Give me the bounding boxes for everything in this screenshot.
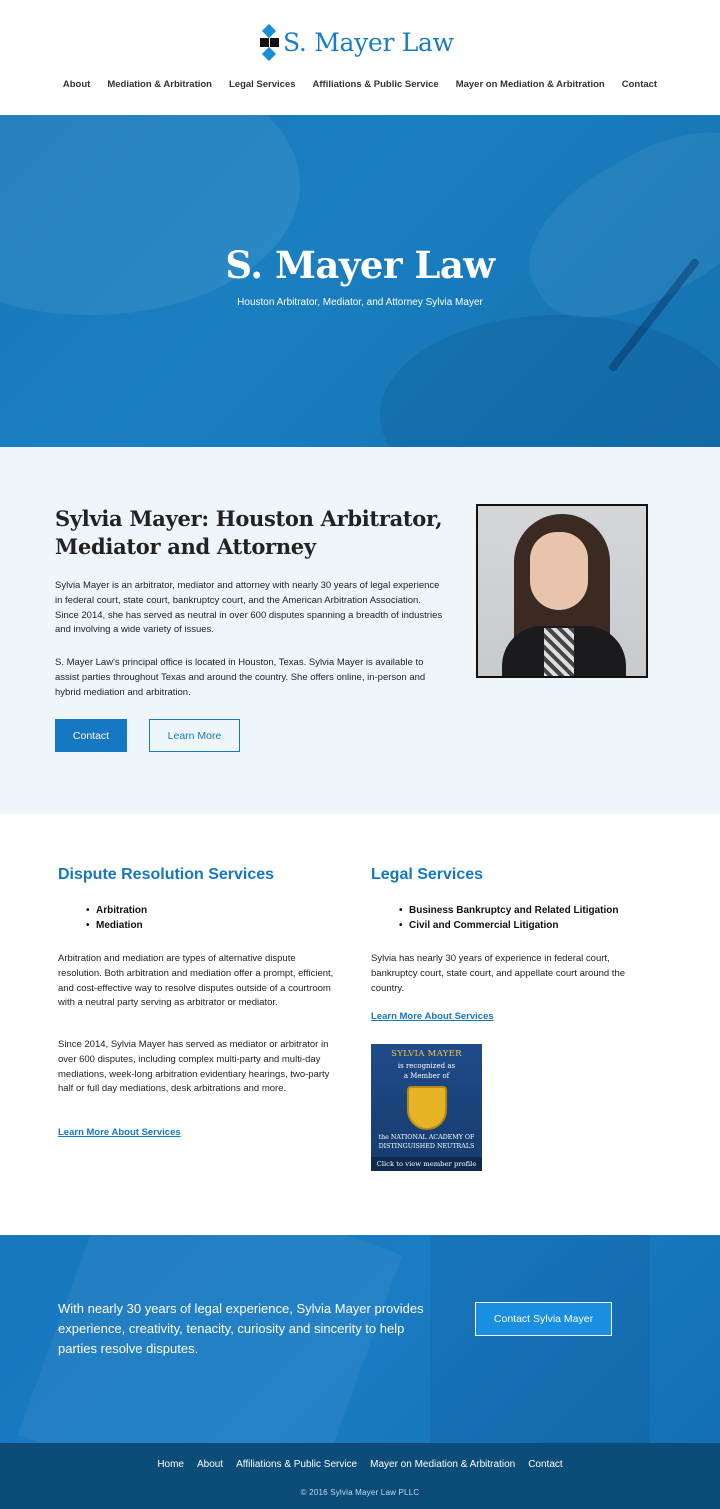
- footer-nav-home[interactable]: Home: [157, 1459, 184, 1470]
- logo[interactable]: [259, 24, 454, 60]
- list-item: • Business Bankruptcy and Related Litigation: [399, 904, 618, 919]
- logo-text: S. Mayer Law: [283, 27, 454, 57]
- footer-nav-contact[interactable]: Contact: [528, 1459, 563, 1470]
- dispute-paragraph: Arbitration and mediation are types of alternative dispute resolution. Both arbitration and mediation offer a prompt, efficient, and cost-effective way to resolve disputes outside of a courtroom with a neutral party serving as arbitrator or mediator.: [58, 953, 334, 1009]
- contact-button[interactable]: Contact: [55, 719, 127, 752]
- nav-affiliations[interactable]: Affiliations & Public Service: [312, 79, 439, 90]
- list-item: • Arbitration: [86, 904, 147, 919]
- hero-banner: [0, 115, 720, 447]
- badge-cta: Click to view member profile: [371, 1157, 482, 1171]
- logo-mark-icon: [259, 25, 279, 59]
- intro-paragraph: S. Mayer Law's principal office is located in Houston, Texas. Sylvia Mayer is available to assist parties throughout Texas and around the country. She offers online, in-person and hybrid mediation and arbitration.: [55, 657, 426, 698]
- dispute-resolution-title: Dispute Resolution Services: [58, 866, 275, 883]
- hero-title: S. Mayer Law: [225, 243, 495, 287]
- legal-services-list: [399, 904, 618, 933]
- hero-subtitle: Houston Arbitrator, Mediator, and Attorney Sylvia Mayer: [237, 297, 483, 308]
- intro-section: [0, 447, 720, 814]
- contact-sylvia-button[interactable]: Contact Sylvia Mayer: [475, 1302, 612, 1336]
- legal-paragraph: Sylvia has nearly 30 years of experience in federal court, bankruptcy court, state court, and appellate court around the country.: [371, 953, 626, 994]
- intro-paragraph: Sylvia Mayer is an arbitrator, mediator and attorney with nearly 30 years of legal experience in federal court, state court, bankruptcy court, and the American Arbitration Association. Since 2014, she has served as neutral in over 600 disputes spanning a breadth of industries and involving a wide variety of issues.: [55, 580, 443, 636]
- learn-more-button[interactable]: Learn More: [149, 719, 240, 752]
- badge-line: a Member of: [403, 1072, 450, 1080]
- site-header: [0, 0, 720, 115]
- nav-mediation-arbitration[interactable]: Mediation & Arbitration: [107, 79, 212, 90]
- intro-title: Sylvia Mayer: Houston Arbitrator, Mediator and Attorney: [55, 506, 443, 559]
- footer-nav-affiliations[interactable]: Affiliations & Public Service: [236, 1459, 358, 1470]
- nadn-badge[interactable]: [371, 1044, 482, 1171]
- services-section: [0, 814, 720, 1235]
- hero-bg-shape: [380, 315, 720, 447]
- site-footer: [0, 1443, 720, 1509]
- shield-icon: [407, 1086, 447, 1130]
- cta-section: [0, 1235, 720, 1443]
- footer-nav-mayer-on-mediation[interactable]: Mayer on Mediation & Arbitration: [370, 1459, 516, 1470]
- dispute-paragraph: Since 2014, Sylvia Mayer has served as mediator or arbitrator in over 600 disputes, including complex multi-party and multi-day mediations, week-long arbitration evidentiary hearings, two-party half or full day mediations, desk arbitrations and more.: [58, 1039, 330, 1095]
- cta-bg-shape: [430, 1235, 650, 1443]
- list-item: • Mediation: [86, 919, 147, 934]
- badge-line: DISTINGUISHED NEUTRALS: [378, 1143, 475, 1150]
- badge-line: the NATIONAL ACADEMY OF: [378, 1134, 475, 1141]
- badge-name: SYLVIA MAYER: [391, 1049, 462, 1059]
- list-item: • Civil and Commercial Litigation: [399, 919, 618, 934]
- footer-nav-about[interactable]: About: [197, 1459, 224, 1470]
- copyright: © 2016 Sylvia Mayer Law PLLC: [300, 1488, 420, 1497]
- cta-text: With nearly 30 years of legal experience, Sylvia Mayer provides experience, creativity, tenacity, curiosity and sincerity to help parties resolve disputes.: [58, 1301, 424, 1356]
- legal-services-title: Legal Services: [371, 866, 484, 883]
- nav-contact[interactable]: Contact: [621, 79, 658, 90]
- nav-mayer-on-mediation[interactable]: Mayer on Mediation & Arbitration: [455, 79, 605, 90]
- badge-recognized: [371, 1061, 482, 1081]
- dispute-services-list: [86, 904, 147, 933]
- nav-legal-services[interactable]: Legal Services: [228, 79, 296, 90]
- nav-about[interactable]: About: [62, 79, 91, 90]
- dispute-learn-more-link[interactable]: Learn More About Services: [58, 1127, 181, 1138]
- footer-nav: [0, 1459, 720, 1470]
- portrait-photo: [476, 504, 648, 678]
- badge-line: is recognized as: [397, 1062, 456, 1070]
- badge-org: [371, 1133, 482, 1151]
- main-nav: [0, 79, 720, 90]
- legal-learn-more-link[interactable]: Learn More About Services: [371, 1011, 494, 1022]
